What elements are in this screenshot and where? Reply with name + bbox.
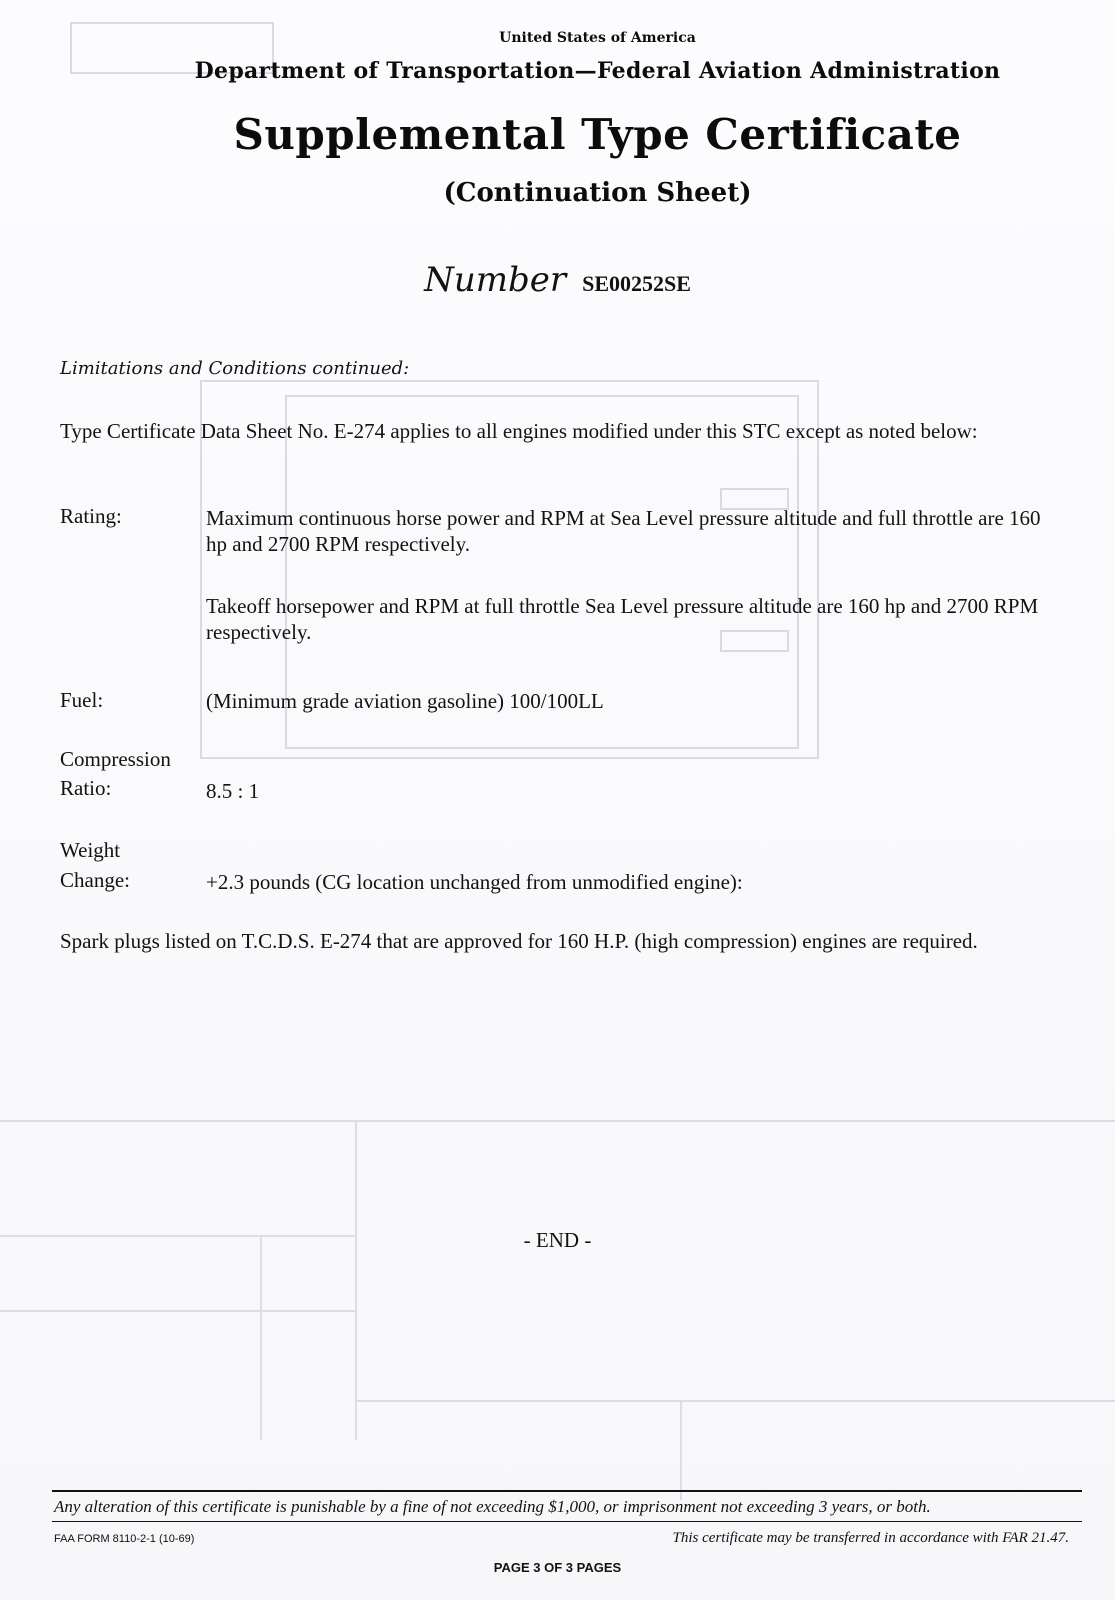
weight-text: +2.3 pounds (CG location unchanged from unmodified engine): [206,870,743,894]
rating-text-1: Maximum continuous horse power and RPM at Sea Level pressure altitude and full throttle are 160 hp and 2700 RPM respectively. [206,506,1041,556]
compression-text: 8.5 : 1 [206,779,260,803]
fuel-label: Fuel: [60,688,104,712]
form-number: FAA FORM 8110-2-1 (10-69) [54,1533,195,1545]
number-label: Number [424,260,567,300]
compression-label-2: Ratio: [60,776,112,800]
rating-text-2: Takeoff horsepower and RPM at full throttle Sea Level pressure altitude are 160 hp and 2700 RPM respectively. [206,594,1039,644]
section-heading: Limitations and Conditions continued: [60,358,410,379]
fuel-text: (Minimum grade aviation gasoline) 100/100LL [206,689,604,713]
alteration-warning: Any alteration of this certificate is punishable by a fine of not exceeding $1,000, or imprisonment not exceeding 3 years, or both. [54,1497,931,1516]
transfer-note: This certificate may be transferred in accordance with FAR 21.47. [672,1530,1069,1546]
certificate-number: SE00252SE [582,271,691,296]
certificate-number-row [0,260,1115,300]
intro-paragraph: Type Certificate Data Sheet No. E-274 applies to all engines modified under this STC except as noted below: [60,419,978,443]
certificate-title: Supplemental Type Certificate [233,110,962,159]
spark-plugs-paragraph: Spark plugs listed on T.C.D.S. E-274 that are approved for 160 H.P. (high compression) engines are required. [60,929,978,953]
weight-label-2: Change: [60,868,130,892]
continuation-subtitle: (Continuation Sheet) [443,178,752,208]
end-marker: - END - [523,1228,592,1252]
page-number: PAGE 3 OF 3 PAGES [493,1560,622,1575]
rating-label: Rating: [60,504,122,528]
weight-label-1: Weight [60,838,121,862]
department-line: Department of Transportation—Federal Aviation Administration [194,58,1001,84]
compression-label-1: Compression [60,747,171,771]
country-line: United States of America [499,30,696,46]
footer-top-rule [52,1490,1082,1492]
footer-bottom-rule [52,1521,1082,1522]
